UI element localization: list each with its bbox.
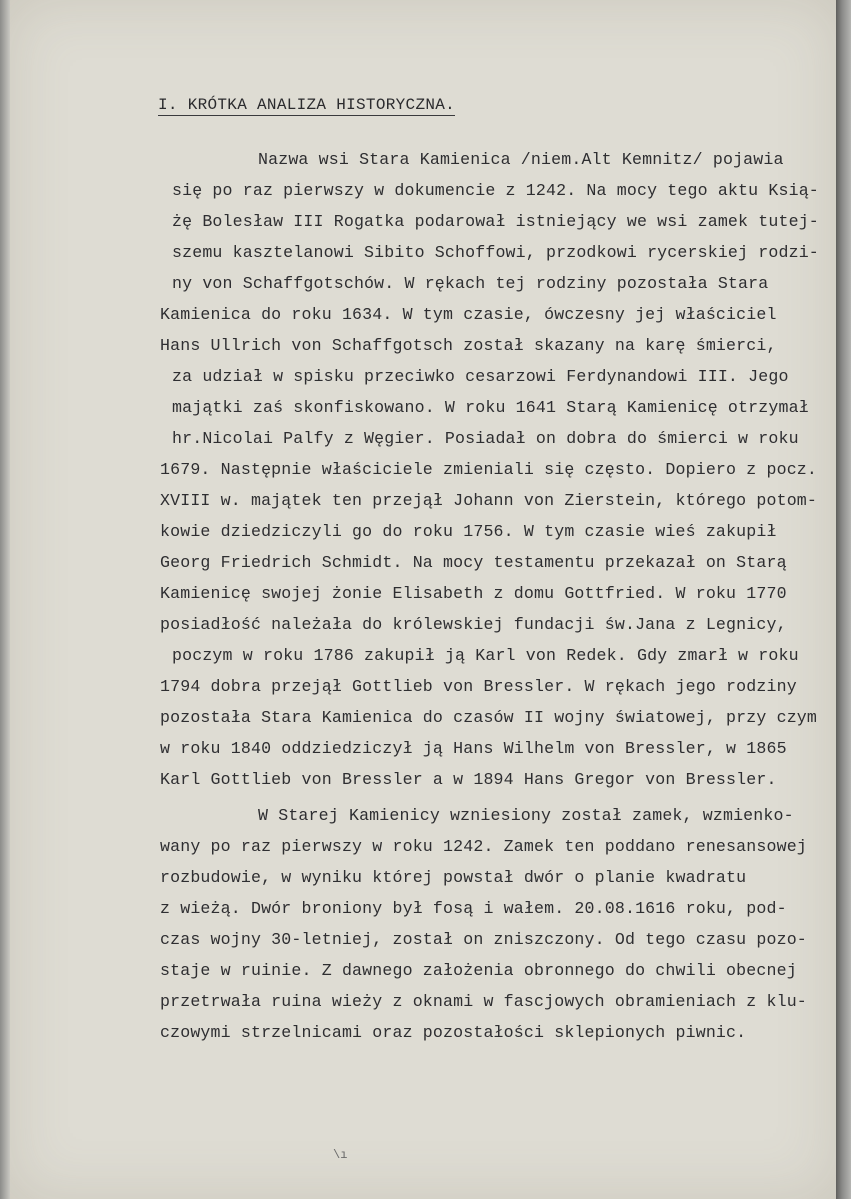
- text-line: XVIII w. majątek ten przejął Johann von Zierstein, którego potom-: [160, 491, 818, 510]
- text-line: Hans Ullrich von Schaffgotsch został skazany na karę śmierci,: [160, 336, 777, 355]
- page-mark: \ı: [333, 1148, 348, 1162]
- text-line: Karl Gottlieb von Bressler a w 1894 Hans Gregor von Bressler.: [160, 770, 777, 789]
- text-line: wany po raz pierwszy w roku 1242. Zamek ten poddano renesansowej: [160, 837, 807, 856]
- text-line: 1679. Następnie właściciele zmieniali się często. Dopiero z pocz.: [160, 460, 818, 479]
- text-line: Georg Friedrich Schmidt. Na mocy testamentu przekazał on Starą: [160, 553, 787, 572]
- text-line: Kamienica do roku 1634. W tym czasie, ówczesny jej właściciel: [160, 305, 777, 324]
- text-line: pozostała Stara Kamienica do czasów II wojny światowej, przy czym: [160, 708, 818, 727]
- text-line: przetrwała ruina wieży z oknami w fascjowych obramieniach z klu-: [160, 992, 807, 1011]
- text-line: kowie dziedziczyli go do roku 1756. W tym czasie wieś zakupił: [160, 522, 777, 541]
- text-line: rozbudowie, w wyniku której powstał dwór o planie kwadratu: [160, 868, 747, 887]
- text-line: Kamienicę swojej żonie Elisabeth z domu Gottfried. W roku 1770: [160, 584, 787, 603]
- text-line: hr.Nicolai Palfy z Węgier. Posiadał on dobra do śmierci w roku: [172, 429, 799, 448]
- text-line: ny von Schaffgotschów. W rękach tej rodziny pozostała Stara: [172, 274, 769, 293]
- text-line: w roku 1840 oddziedziczył ją Hans Wilhelm von Bressler, w 1865: [160, 739, 797, 758]
- text-line: szemu kasztelanowi Sibito Schoffowi, przodkowi rycerskiej rodzi-: [172, 243, 819, 262]
- text-line: żę Bolesław III Rogatka podarował istniejący we wsi zamek tutej-: [172, 212, 819, 231]
- text-line: 1794 dobra przejął Gottlieb von Bressler. W rękach jego rodziny: [160, 677, 797, 696]
- text-line: za udział w spisku przeciwko cesarzowi Ferdynandowi III. Jego: [172, 367, 789, 386]
- text-line: czowymi strzelnicami oraz pozostałości sklepionych piwnic.: [160, 1023, 747, 1042]
- text-line: majątki zaś skonfiskowano. W roku 1641 Starą Kamienicę otrzymał: [172, 398, 809, 417]
- section-heading: I. KRÓTKA ANALIZA HISTORYCZNA.: [158, 96, 456, 114]
- text-line: z wieżą. Dwór broniony był fosą i wałem. 20.08.1616 roku, pod-: [160, 899, 787, 918]
- text-line: staje w ruinie. Z dawnego założenia obronnego do chwili obecnej: [160, 961, 797, 980]
- text-line: się po raz pierwszy w dokumencie z 1242. Na mocy tego aktu Ksią-: [172, 181, 819, 200]
- text-line: poczym w roku 1786 zakupił ją Karl von Redek. Gdy zmarł w roku: [172, 646, 799, 665]
- text-line: W Starej Kamienicy wzniesiony został zamek, wzmienko-: [258, 806, 794, 825]
- text-line: Nazwa wsi Stara Kamienica /niem.Alt Kemnitz/ pojawia: [258, 150, 784, 169]
- text-line: posiadłość należała do królewskiej fundacji św.Jana z Legnicy,: [160, 615, 787, 634]
- text-line: czas wojny 30-letniej, został on zniszczony. Od tego czasu pozo-: [160, 930, 807, 949]
